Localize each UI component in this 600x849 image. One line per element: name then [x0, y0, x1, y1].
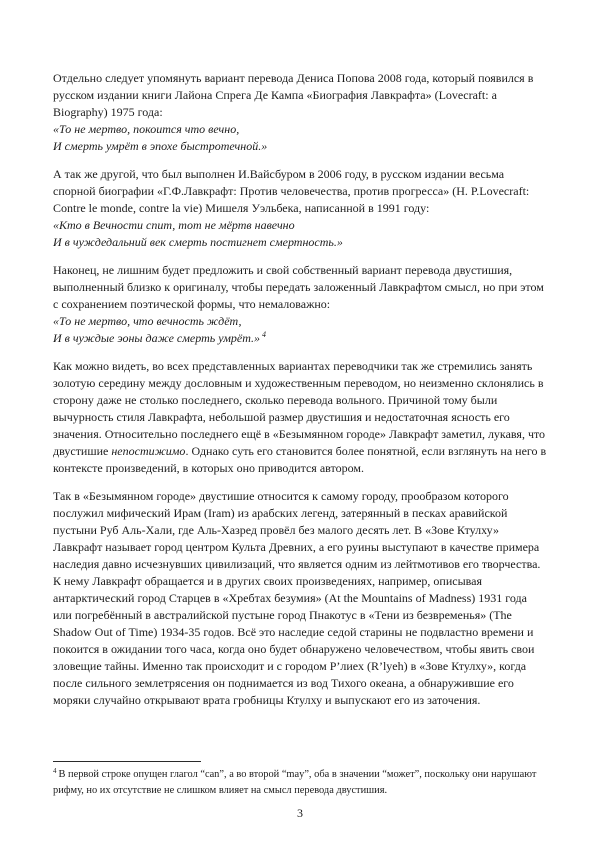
page-content [53, 70, 547, 720]
quote-line: И в чуждедальний век смерть постигнет смертность.» [53, 235, 343, 249]
quote-line: «То не мертво, покоится что вечно, [53, 122, 240, 136]
paragraph-text: Отдельно следует упомянуть вариант перевода Дениса Попова 2008 года, который появился в русском издании книги Лайона Спрега Де Кампа «Биография Лавкрафта» (Lovecraft: a Biography) 1975 года: [53, 71, 534, 119]
paragraph-text: Так в «Безымянном городе» двустишие относится к самому городу, прообразом которого послужил мифический Ирам (Iram) из арабских легенд, затерянный в песках аравийской пустыни Руб Аль-Хали, где Аль-Хазред провёл без малого десять лет. В «Зове Ктулху» Лавкрафт называет город центром Культа Древних, а его руины выступают в качестве примера наследия давно исчезнувших цивилизаций, что является одним из лейтмотивов его творчества. К нему Лавкрафт обращается и в других своих произведениях, например, описывая антарктический город Старцев в «Хребтах безумия» (At the Mountains of Madness) 1931 года или погребённый в австралийской пустыне город Пнакотус в «Тени из безвременья» (The Shadow Out of Time) 1934-35 годов. Всё это наследие седой старины не подвластно времени и покоится в ожидании того часа, когда оно будет обнаружено человечеством, чтобы явить свои зловещие тайны. Именно так происходит и с городом Р’лиех (R’lyeh) в «Зове Ктулху», когда после сильного землетрясения он поднимается из вод Тихого океана, а обнаружившие его моряки случайно открывают врата гробницы Ктулху и выпускают его из заточения. [53, 489, 541, 707]
footnote-separator [53, 761, 201, 762]
quote-line: «То не мертво, что вечность ждёт, [53, 314, 242, 328]
quote-line [53, 330, 547, 347]
paragraph-text: Наконец, не лишним будет предложить и свой собственный вариант перевода двустишия, выполненный близко к оригиналу, чтобы передать заложенный Лавкрафтом смысл, но при этом с сохранением поэтической формы, что немаловажно: [53, 263, 544, 311]
paragraph-text: А так же другой, что был выполнен И.Вайсбуром в 2006 году, в русском издании весьма спорной биографии «Г.Ф.Лавкрафт: Против человечества, против прогресса» (H. P.Lovecraft: Contre le monde, contre la vie) Мишеля Уэльбека, написанной в 1991 году: [53, 167, 530, 215]
footnote-body: В первой строке опущен глагол “can”, а во второй “may”, оба в значении “может”, поскольку они нарушают рифму, но их отсутствие не слишком влияет на смысл перевода двустишия. [53, 769, 537, 796]
footnote-reference: 4 [262, 330, 267, 339]
paragraph-popov-translation [53, 70, 547, 155]
paragraph-text: Как можно видеть, во всех представленных вариантах переводчики так же стремились занять золотую середину между дословным и художественным переводом, но неизменно склонялись в сторону даже не столько последнего, сколько перевода вольного. Причиной тому были вычурность стиля Лавкрафта, небольшой размер двустишия и недостаточная ясность его значения. Относительно последнего ещё в «Безымянном городе» Лавкрафт заметил, лукавя, что двустишие [53, 359, 546, 458]
emphasized-word: непостижимо [111, 444, 186, 458]
quote-line: «Кто в Вечности спит, тот не мёртв навечно [53, 218, 295, 232]
footnote [53, 761, 547, 798]
quote-line-text: И в чуждые эоны даже смерть умрёт.» [53, 331, 261, 345]
paragraph-text: . Однако суть его становится более понятной, если взглянуть на него в контексте произведений, в которых оно приводится автором. [53, 444, 547, 475]
paragraph-nameless-city [53, 488, 547, 709]
footnote-text [53, 767, 547, 798]
page-number: 3 [297, 806, 303, 820]
paragraph-translation-analysis [53, 358, 547, 477]
quote-line: И смерть умрёт в эпохе быстротечной.» [53, 139, 268, 153]
paragraph-vaysbur-translation [53, 166, 547, 251]
paragraph-own-translation [53, 262, 547, 347]
footnote-marker: 4 [53, 766, 57, 775]
